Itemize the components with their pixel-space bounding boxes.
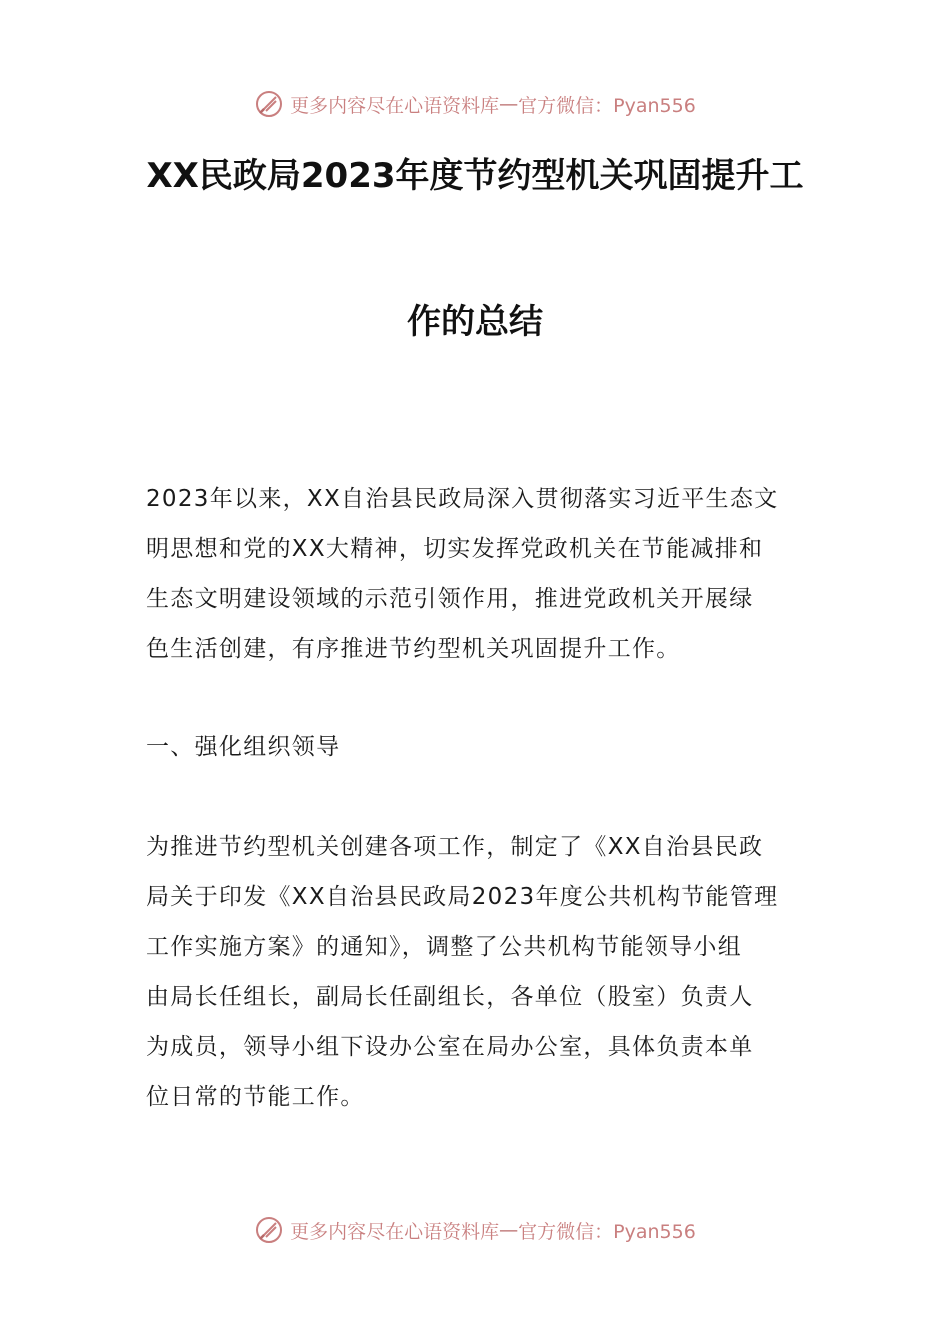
- text-line: 2023年以来，XX自治县民政局深入贯彻落实习近平生态文: [146, 486, 779, 512]
- text-line: 局关于印发《XX自治县民政局2023年度公共机构节能管理: [146, 884, 779, 910]
- text-line: 明思想和党的XX大精神，切实发挥党政机关在节能减排和: [146, 536, 764, 562]
- text-line: 工作实施方案》的通知》，调整了公共机构节能领导小组: [146, 934, 742, 960]
- watermark-separator: —: [499, 93, 519, 115]
- section-heading: 一、强化组织领导: [146, 734, 341, 760]
- quill-logo-icon: [254, 1215, 284, 1245]
- watermark-footer: [0, 1210, 950, 1250]
- intro-paragraph: [146, 474, 806, 674]
- section-paragraph: [146, 822, 806, 1122]
- watermark-separator: —: [499, 1219, 519, 1241]
- text-line: 为推进节约型机关创建各项工作，制定了《XX自治县民政: [146, 834, 764, 860]
- quill-logo-icon: [254, 89, 284, 119]
- watermark-text: 更多内容尽在心语资料库: [290, 94, 500, 117]
- document-title-line-2: 作的总结: [407, 302, 543, 342]
- watermark-wechat: 官方微信：Pyan556: [518, 1220, 696, 1243]
- text-line: 生态文明建设领域的示范引领作用，推进党政机关开展绿: [146, 586, 754, 612]
- document-title-line-1: XX民政局2023年度节约型机关巩固提升工: [146, 156, 804, 196]
- text-line: 色生活创建，有序推进节约型机关巩固提升工作。: [146, 636, 681, 662]
- watermark-text: 更多内容尽在心语资料库: [290, 1220, 500, 1243]
- text-line: 为成员，领导小组下设办公室在局办公室，具体负责本单: [146, 1034, 754, 1060]
- watermark-header: [0, 84, 950, 124]
- text-line: 由局长任组长，副局长任副组长，各单位（股室）负责人: [146, 984, 754, 1010]
- watermark-wechat: 官方微信：Pyan556: [518, 94, 696, 117]
- text-line: 位日常的节能工作。: [146, 1084, 365, 1110]
